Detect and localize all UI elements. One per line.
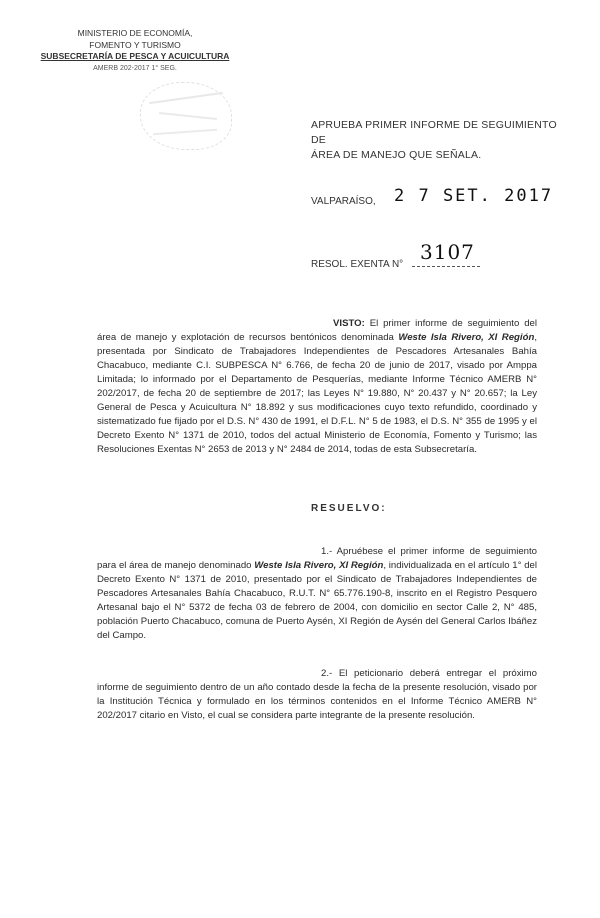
article-1 <box>97 545 537 643</box>
visto-text-1: El primer informe de seguimiento del área de manejo y explotación de recursos bentónicos denominada <box>97 318 537 343</box>
subject-line-2: ÁREA DE MANEJO QUE SEÑALA. <box>311 149 482 161</box>
file-reference: AMERB 202-2017 1° SEG. <box>93 64 177 72</box>
subject-line-1: APRUEBA PRIMER INFORME DE SEGUIMIENTO DE <box>311 119 557 146</box>
visto-text-2: , presentada por Sindicato de Trabajadores Independientes de Pescadores Artesanales Bahía Chacabuco, mediante C.I. SUBPESCA N° 6.766, de fecha 20 de junio de 2017, visado por Amppa Limitada; lo informado por el Departamento de Pesquerías, mediante Informe Técnico AMERB N° 202/2017, de fecha 20 de septiembre de 2017; las Leyes N° 19.880, N° 20.437 y N° 20.657; la Ley General de Pesca y Acuicultura N° 18.892 y sus modificaciones cuyo texto refundido, coordinado y sistematizado fue fijado por el D.S. N° 430 de 1991, el D.F.L. N° 5 de 1983, el D.S. N° 355 de 1995 y el Decreto Exento N° 1371 de 2010, todos del actual Ministerio de Economía, Fomento y Turismo; las Resoluciones Exentas N° 2653 de 2013 y N° 2484 de 2014, todas de esta Subsecretaría. <box>97 332 537 455</box>
subsecretary-name: SUBSECRETARÍA DE PESCA Y ACUICULTURA <box>40 51 230 61</box>
article-1-area-name: Weste Isla Rivero, XI Región <box>254 560 384 571</box>
letterhead <box>40 28 230 74</box>
article-1-text-2: , individualizada en el artículo 1° del Decreto Exento N° 1371 de 2010, presentado por el Sindicato de Trabajadores Independientes de Pescadores Artesanales Bahía Chacabuco, R.U.T. N° 65.776.190-8, inscrito en el Registro Pesquero Artesanal bajo el N° 5372 de fecha 03 de febrero de 2004, con domicilio en sector Calle 2, N° 485, población Puerto Chacabuco, comuna de Puerto Aysén, XI Región de Aysén del General Carlos Ibáñez del Campo. <box>97 560 537 641</box>
ministry-name: MINISTERIO DE ECONOMÍA, <box>77 28 193 38</box>
resolution-label: RESOL. EXENTA N° <box>311 259 404 270</box>
place-label: VALPARAÍSO, <box>311 196 376 207</box>
document-subject <box>311 118 571 163</box>
article-2: 2.- El peticionario deberá entregar el próximo informe de seguimiento dentro de un año contado desde la fecha de la presente resolución, visado por la Institución Técnica y formulado en los términos contenidos en el Informe Técnico AMERB N° 202/2017 citario en Visto, el cual se considera parte integrante de la presente resolución. <box>97 668 537 721</box>
date-stamp: 2 7 SET. 2017 <box>394 186 554 206</box>
article-1-text-1: 1.- Apruébese el primer informe de seguimiento para el área de manejo denominado <box>97 546 537 571</box>
resolution-number-line <box>412 266 480 267</box>
resuelvo-heading: RESUELVO: <box>311 503 387 514</box>
visto-area-name: Weste Isla Rivero, XI Región <box>398 332 535 343</box>
resolution-number: 3107 <box>420 240 475 264</box>
visto-paragraph <box>97 317 537 457</box>
visto-label: VISTO: <box>333 318 365 329</box>
ministry-name-2: FOMENTO Y TURISMO <box>89 39 181 50</box>
faded-stamp <box>140 82 232 150</box>
